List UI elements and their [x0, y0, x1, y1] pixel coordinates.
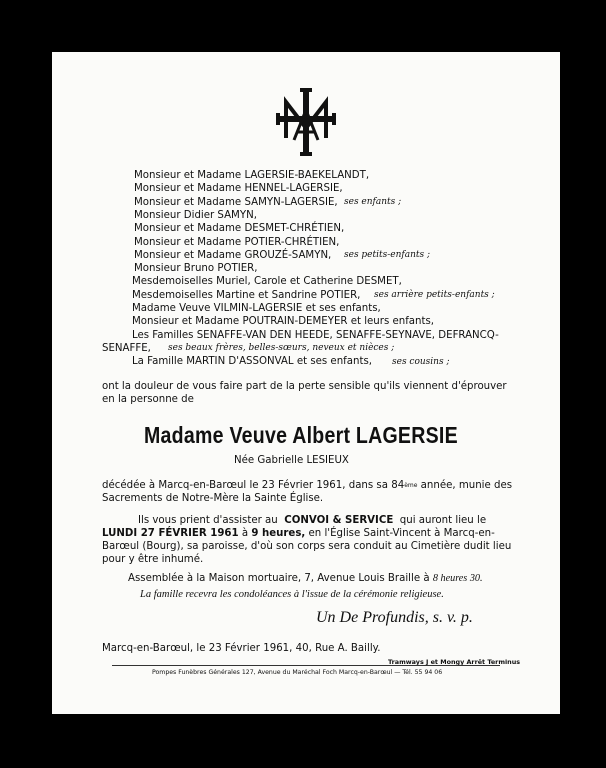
tram-info: Tramways J et Mongy Arrêt Terminus	[388, 658, 521, 666]
deceased-birth-name: Née Gabrielle LESIEUX	[234, 455, 349, 466]
family-line: Monsieur et Madame GROUZÉ-SAMYN,	[134, 249, 332, 261]
assembly-line: Assemblée à la Maison mortuaire, 7, Avenue Louis Braille à 8 heures 30.	[128, 573, 483, 584]
invitation-line-1: Ils vous prient d'assister au CONVOI & SERVICE qui auront lieu le	[138, 515, 487, 526]
funeral-notice-card	[52, 52, 560, 714]
family-line: Mesdemoiselles Muriel, Carole et Catherine DESMET,	[132, 276, 402, 288]
family-line: Monsieur et Madame POTIER-CHRÉTIEN,	[134, 236, 340, 248]
family-line: Les Familles SENAFFE-VAN DEN HEEDE, SENAFFE-SEYNAVE, DEFRANCQ-	[132, 329, 499, 341]
family-line: Monsieur Bruno POTIER,	[134, 263, 258, 275]
death-line-2: Sacrements de Notre-Mère la Sainte Église.	[102, 493, 324, 504]
family-line: Madame Veuve VILMIN-LAGERSIE et ses enfants,	[132, 303, 381, 314]
condolences-line: La famille recevra les condoléances à l'issue de la cérémonie religieuse.	[140, 589, 444, 600]
family-line: Monsieur et Madame HENNEL-LAGERSIE,	[134, 183, 343, 195]
family-relation-note: ses petits-enfants ;	[344, 250, 431, 261]
invitation-line-4: pour y être inhumé.	[102, 554, 204, 565]
family-line: La Famille MARTIN D'ASSONVAL et ses enfants,	[132, 356, 372, 368]
footer-divider	[112, 665, 500, 666]
family-line: Monsieur et Madame LAGERSIE-BAEKELANDT,	[134, 170, 370, 181]
deceased-name: Madame Veuve Albert LAGERSIE	[144, 422, 458, 448]
family-relation-note: ses enfants ;	[344, 197, 402, 208]
family-relation-note: ses arrière petits-enfants ;	[374, 290, 495, 301]
family-line: Monsieur et Madame POUTRAIN-DEMEYER et leurs enfants,	[132, 316, 435, 328]
family-line: Monsieur et Madame SAMYN-LAGERSIE,	[134, 196, 338, 208]
family-line: Monsieur Didier SAMYN,	[134, 209, 257, 221]
family-line: Mesdemoiselles Martine et Sandrine POTIER,	[132, 289, 361, 301]
invitation-line-3: Barœul (Bourg), sa paroisse, d'où son corps sera conduit au Cimetière dudit lieu	[102, 541, 512, 552]
family-relation-note: ses beaux frères, belles-sœurs, neveux et nièces ;	[168, 343, 395, 354]
family-relation-note: ses cousins ;	[392, 356, 450, 367]
undertaker-line: Pompes Funèbres Générales 127, Avenue du Maréchal Foch Marcq-en-Barœul — Tél. 55 94 06	[152, 669, 443, 676]
invitation-line-2: LUNDI 27 FÉVRIER 1961 à 9 heures, en l'Église Saint-Vincent à Marcq-en-	[102, 528, 495, 539]
marian-monogram-icon	[276, 88, 336, 156]
de-profundis: Un De Profundis, s. v. p.	[316, 609, 473, 626]
announce-line-2: en la personne de	[102, 394, 194, 405]
family-line: SENAFFE,	[102, 342, 151, 354]
family-line: Monsieur et Madame DESMET-CHRÉTIEN,	[134, 223, 345, 235]
date-address-line: Marcq-en-Barœul, le 23 Février 1961, 40, Rue A. Bailly.	[102, 643, 381, 654]
death-line-1: décédée à Marcq-en-Barœul le 23 Février 1961, dans sa 84ème année, munie des	[102, 480, 513, 491]
announce-line-1: ont la douleur de vous faire part de la perte sensible qu'ils viennent d'éprouver	[102, 381, 507, 392]
